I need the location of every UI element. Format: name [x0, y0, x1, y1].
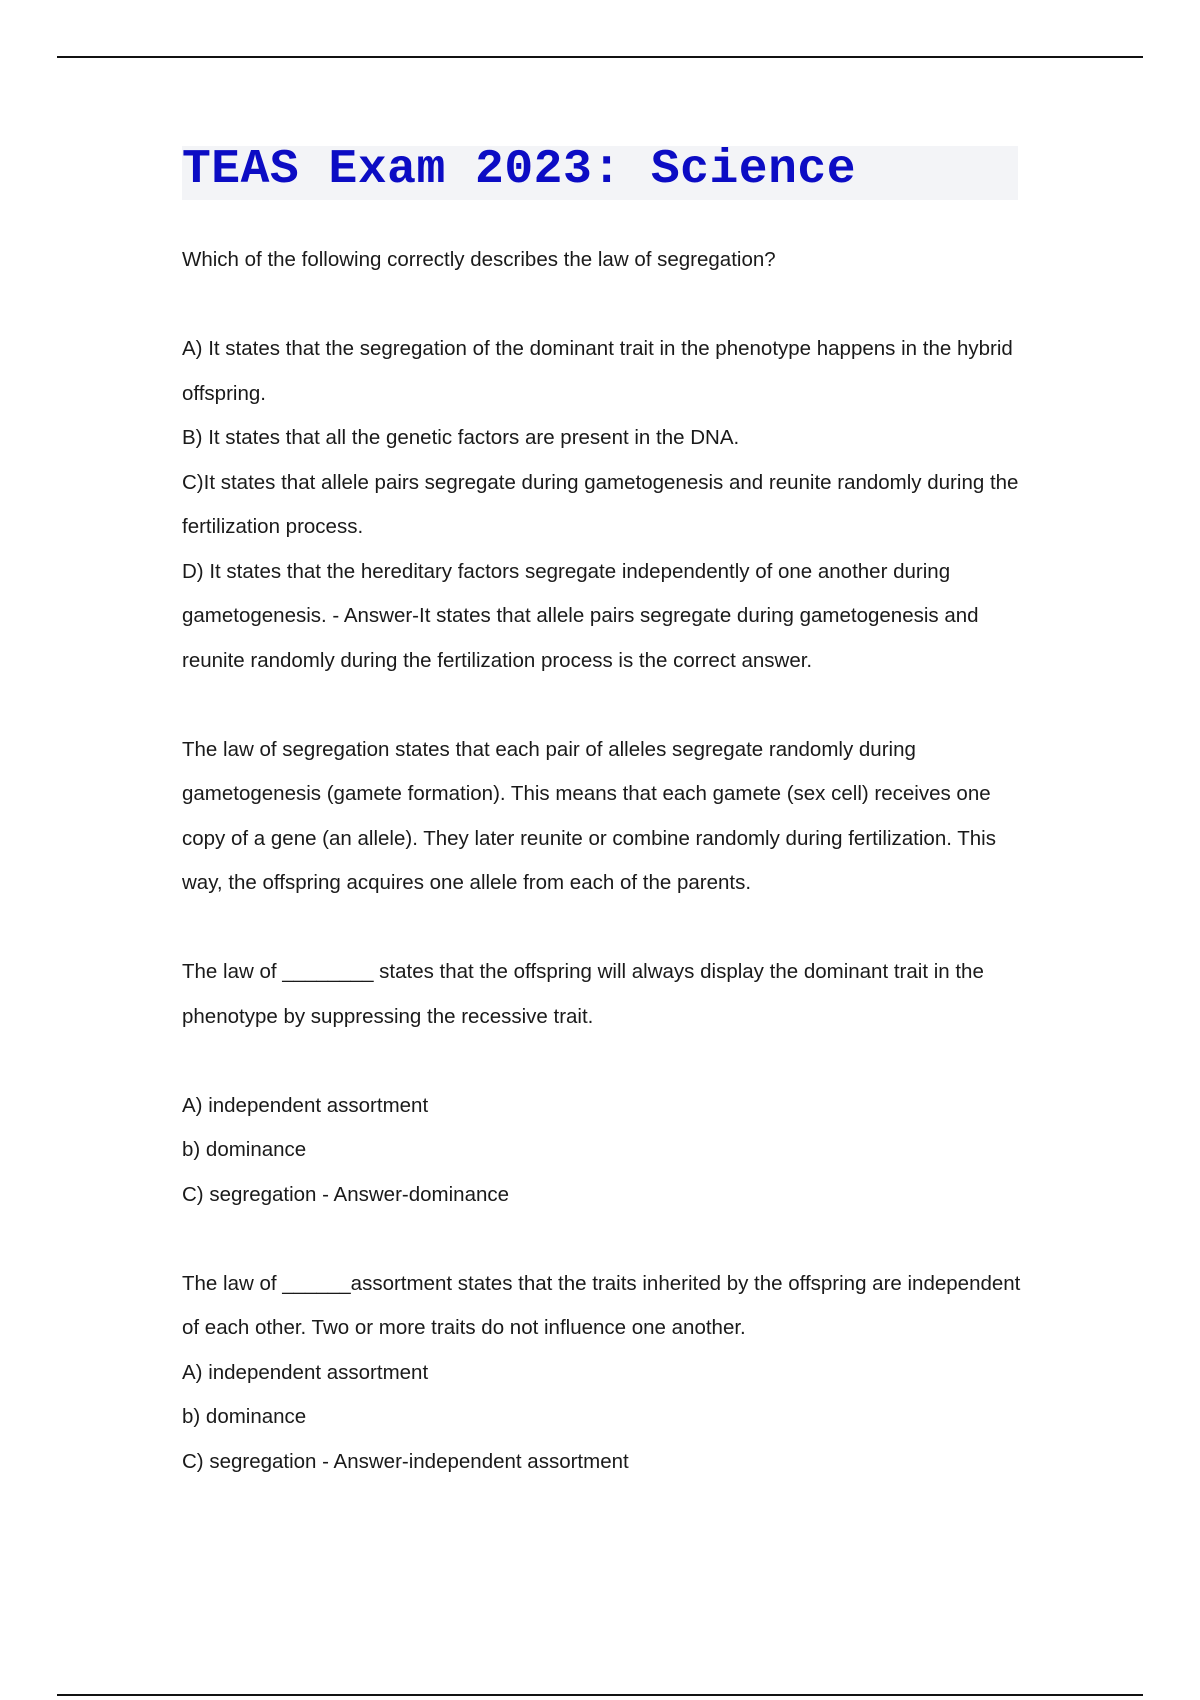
question-3-option-b: b) dominance	[182, 1405, 307, 1428]
question-1-text: Which of the following correctly describes the law of segregation?	[182, 248, 776, 271]
question-2	[182, 950, 1028, 1217]
spacer	[182, 1039, 1028, 1084]
question-3-text: The law of ______assortment states that the traits inherited by the offspring are independent of each other. Two or more traits do not influence one another.	[182, 1271, 1021, 1339]
question-1	[182, 238, 1028, 906]
question-2-option-b: b) dominance	[182, 1138, 307, 1161]
top-rule	[57, 56, 1143, 58]
question-2-option-a: A) independent assortment	[182, 1093, 429, 1117]
question-1-option-d-answer: D) It states that the hereditary factors segregate independently of one another during gametogenesis. - Answer-It states that allele pairs segregate during gametogenesis and reunite randomly during the fertilization process is the correct answer.	[182, 559, 979, 672]
question-1-option-c: C)It states that allele pairs segregate during gametogenesis and reunite randomly during the fertilization process.	[182, 470, 1019, 538]
question-1-explanation: The law of segregation states that each pair of alleles segregate randomly during gametogenesis (gamete formation). This means that each gamete (sex cell) receives one copy of a gene (an allele). They later reunite or combine randomly during fertilization. This way, the offspring acquires one allele from each of the parents.	[182, 737, 996, 894]
spacer	[182, 283, 1028, 328]
document-title: TEAS Exam 2023: Science	[182, 143, 857, 197]
question-1-option-b: B) It states that all the genetic factors are present in the DNA.	[182, 426, 740, 449]
question-3	[182, 1262, 1028, 1485]
spacer	[182, 906, 1028, 951]
question-3-option-c-answer: C) segregation - Answer-independent assortment	[182, 1449, 629, 1473]
bottom-rule	[57, 1694, 1143, 1696]
spacer	[182, 683, 1028, 728]
question-2-text: The law of ________ states that the offspring will always display the dominant trait in the phenotype by suppressing the recessive trait.	[182, 960, 984, 1028]
spacer	[182, 1217, 1028, 1262]
question-3-option-a: A) independent assortment	[182, 1360, 429, 1384]
question-2-option-c-answer: C) segregation - Answer-dominance	[182, 1182, 510, 1206]
document-body	[182, 238, 1028, 1484]
question-1-option-a: A) It states that the segregation of the dominant trait in the phenotype happens in the hybrid offspring.	[182, 337, 1013, 405]
